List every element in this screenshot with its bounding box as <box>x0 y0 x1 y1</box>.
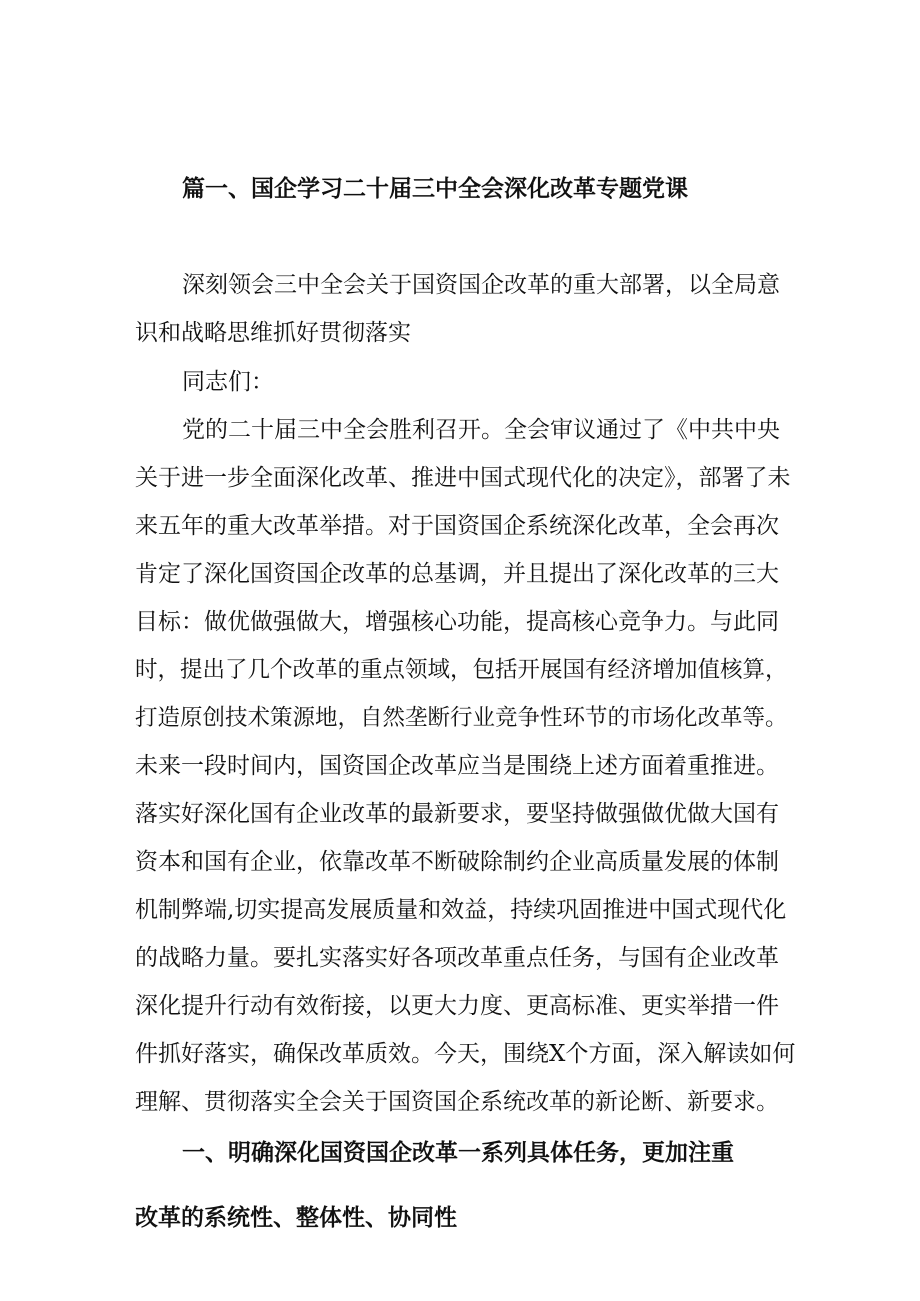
body-line: 件抓好落实，确保改革质效。今天，围绕X个方面，深入解读如何 <box>135 1041 796 1067</box>
body-line: 打造原创技术策源地，自然垄断行业竞争性环节的市场化改革等。 <box>135 705 788 731</box>
document-title: 篇一、国企学习二十届三中全会深化改革专题党课 <box>182 176 688 202</box>
section-heading-line-2: 改革的系统性、整体性、协同性 <box>135 1205 457 1231</box>
body-line: 机制弊端,切实提高发展质量和效益，持续巩固推进中国式现代化 <box>135 897 787 923</box>
body-line: 目标：做优做强做大，增强核心功能，提高核心竞争力。与此同 <box>135 609 779 635</box>
salutation: 同志们： <box>182 369 274 395</box>
body-line: 理解、贯彻落实全会关于国资国企系统改革的新论断、新要求。 <box>135 1089 779 1115</box>
section-heading-line-1: 一、明确深化国资国企改革一系列具体任务，更加注重 <box>182 1140 734 1166</box>
body-line: 肯定了深化国资国企改革的总基调，并且提出了深化改革的三大 <box>135 561 779 587</box>
body-line: 党的二十届三中全会胜利召开。全会审议通过了《中共中央 <box>182 417 780 443</box>
body-line: 资本和国有企业，依靠改革不断破除制约企业高质量发展的体制 <box>135 849 779 875</box>
body-line: 时，提出了几个改革的重点领域，包括开展国有经济增加值核算， <box>135 657 788 683</box>
body-line: 深化提升行动有效衔接，以更大力度、更高标准、更实举措一件 <box>135 993 779 1019</box>
body-line: 未来一段时间内，国资国企改革应当是围绕上述方面着重推进。 <box>135 753 779 779</box>
body-line: 关于进一步全面深化改革、推进中国式现代化的决定》，部署了未 <box>135 465 791 491</box>
body-line: 来五年的重大改革举措。对于国资国企系统深化改革，全会再次 <box>135 513 779 539</box>
body-line: 落实好深化国有企业改革的最新要求，要坚持做强做优做大国有 <box>135 801 779 827</box>
subtitle-line-2: 识和战略思维抓好贯彻落实 <box>135 320 411 346</box>
body-line: 的战略力量。要扎实落实好各项改革重点任务，与国有企业改革 <box>135 945 779 971</box>
subtitle-line-1: 深刻领会三中全会关于国资国企改革的重大部署，以全局意 <box>182 272 780 298</box>
